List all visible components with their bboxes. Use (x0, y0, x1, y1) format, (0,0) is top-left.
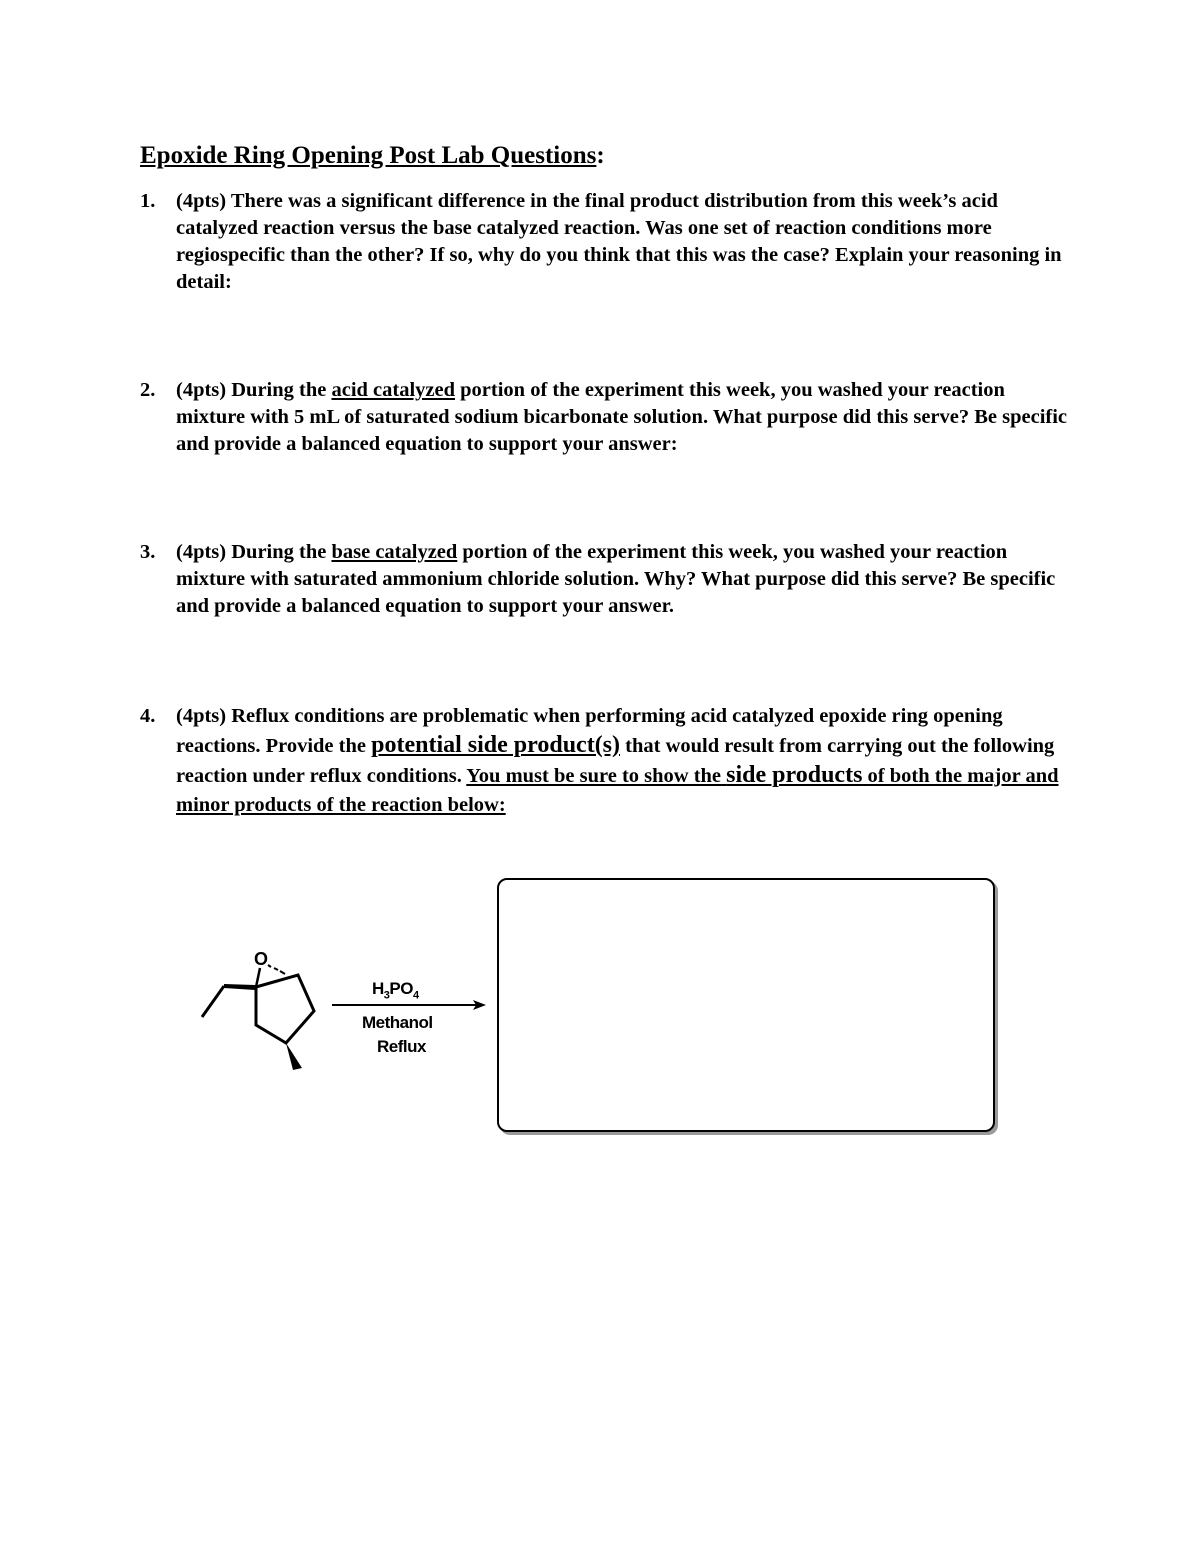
question-points: (4pts) (176, 541, 227, 563)
question-number: 3. (140, 541, 156, 563)
page-title-text: Epoxide Ring Opening Post Lab Questions (140, 142, 597, 169)
page-title-colon: : (596, 142, 605, 169)
page-title (140, 142, 605, 170)
ethyl-wedge (224, 984, 256, 990)
question-points: (4pts) (176, 379, 227, 401)
question-points: (4pts) (176, 190, 227, 212)
epoxide-structure (190, 935, 500, 1085)
question-number: 1. (140, 190, 156, 212)
question-instruction-b: of both the major and minor products of the reaction below: (176, 765, 1059, 816)
question-emphasis-side-products-2: side products (726, 762, 863, 788)
cyclopentane-ring (256, 975, 314, 1043)
question-points: (4pts) (176, 705, 227, 727)
question-text-after: portion of the experiment this week, you washed your reaction mixture with 5 mL of saturated sodium bicarbonate solution. What purpose did this serve? Be specific and provide a balanced equation to support your answer: (176, 379, 1068, 455)
question-2 (140, 377, 1070, 458)
question-emphasis-side-products: potential side product(s) (371, 732, 621, 758)
condition-label: Reflux (377, 1037, 426, 1056)
question-text-b: that would result from carrying out the following reaction under reflux conditions. (176, 735, 1055, 787)
question-number: 4. (140, 705, 156, 727)
ethyl-chain (202, 986, 224, 1017)
question-text-a: Reflux conditions are problematic when performing acid catalyzed epoxide ring opening reactions. Provide the (176, 705, 1003, 757)
answer-box[interactable] (497, 878, 995, 1132)
solvent-label: Methanol (362, 1013, 433, 1032)
question-text-before: During the (231, 379, 327, 401)
question-emphasis: acid catalyzed (331, 379, 456, 401)
epoxide-hashes (268, 965, 285, 974)
methyl-wedge (286, 1043, 302, 1070)
epoxide-bond (256, 968, 260, 987)
question-3 (140, 539, 1070, 620)
question-emphasis: base catalyzed (331, 541, 458, 563)
question-number: 2. (140, 379, 156, 401)
reagent-label: $H_3PO_4$ (372, 979, 419, 1002)
question-text: There was a significant difference in the final product distribution from this week’s acid catalyzed reaction versus the base catalyzed reaction. Was one set of reaction conditions more regiospecific than the other? If so, why do you think that this was the case? Explain your reasoning in detail: (176, 190, 1062, 293)
question-4 (140, 702, 1070, 820)
question-text-after: portion of the experiment this week, you washed your reaction mixture with saturated ammonium chloride solution. Why? What purpose did this serve? Be specific and provide a balanced equation to support your answer. (176, 541, 1056, 617)
epoxide-oxygen-label: O (254, 949, 269, 969)
reaction-scheme (190, 935, 500, 1085)
question-1 (140, 188, 1070, 296)
question-text-before: During the (231, 541, 327, 563)
question-instruction-a: You must be sure to show the (466, 765, 722, 787)
